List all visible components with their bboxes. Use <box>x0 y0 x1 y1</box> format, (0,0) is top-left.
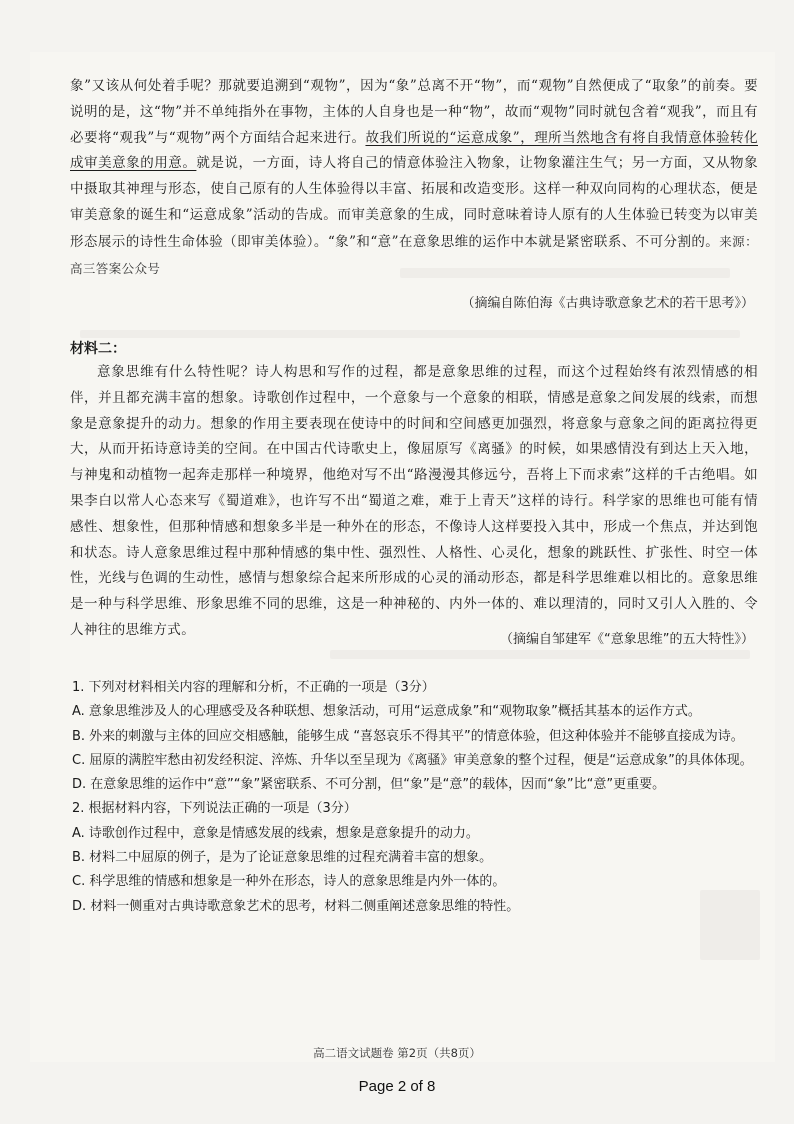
questions-section <box>72 676 760 919</box>
material1-attribution: （摘编自陈伯海《古典诗歌意象艺术的若干思考》） <box>461 296 754 311</box>
underlined-sentence: 故我们所说的“运意成象”，理所当然地含有将自我情意体验转化成审美意象的用意。 <box>70 129 758 172</box>
question-stem: 1. 下列对材料相关内容的理解和分析，不正确的一项是（3分） <box>72 680 435 695</box>
passage-text: 象”又该从何处着手呢？那就要追溯到“观物”，因为“象”总离不开“物”，而“观物”自然便成了“取象”的前奏。要说明的是，这“物”并不单纯指外在事物，主体的人自身也是一种“物”，故而“观物”同时就包含着“观我”，而且有必要将“观我”与“观物”两个方面结合起来进行。 <box>70 78 758 146</box>
question-option: C. 科学思维的情感和想象是一种外在形态，诗人的意象思维是内外一体的。 <box>72 874 506 890</box>
bleed-through-mark <box>80 330 740 338</box>
material2-body: 意象思维有什么特性呢？诗人构思和写作的过程，都是意象思维的过程，而这个过程始终有浓烈情感的相伴，并且都充满丰富的想象。诗歌创作过程中，一个意象与一个意象的相联，情感是意象之间发展的线索，而想象是意象提升的动力。想象的作用主要表现在使诗中的时间和空间感更加强烈，将意象与意象之间的距离拉得更大，从而开拓诗意诗美的空间。在中国古代诗歌史上，像屈原写《离骚》的时候，如果感情没有到达上天入地，与神鬼和动植物一起奔走那样一种境界，他绝对写不出“路漫漫其修远兮，吾将上下而求索”这样的千古绝唱。如果李白以常人心态来写《蜀道难》，也许写不出“蜀道之难，难于上青天”这样的诗行。科学家的思维也可能有情感性、想象性，但那种情感和想象多半是一种外在的形态，不像诗人这样要投入其中，形成一个焦点，并达到饱和状态。诗人意象思维过程中那种情感的集中性、强烈性、人格性、心灵化，想象的跳跃性、扩张性、时空一体性，光线与色调的生动性，感情与想象综合起来所形成的心灵的涌动形态，都是科学思维难以相比的。意象思维是一种与科学思维、形象思维不同的思维，这是一种神秘的、内外一体的、难以理清的，同时又引人入胜的、令人神往的思维方式。 <box>70 364 758 638</box>
question-option: A. 诗歌创作过程中，意象是情感发展的线索，想象是意象提升的动力。 <box>72 825 479 841</box>
question-option: D. 材料一侧重对古典诗歌意象艺术的思考，材料二侧重阐述意象思维的特性。 <box>72 898 520 914</box>
bleed-through-mark <box>330 650 750 659</box>
page-indicator: Page 2 of 8 <box>358 1078 436 1095</box>
passage-text: 就是说，一方面，诗人将自己的情意体验注入物象，让物象灌注生气；另一方面，又从物象中摄取其神理与形态，使自己原有的人生体验得以丰富、拓展和改造变形。这样一种双向同构的心理状态，便是审美意象的诞生和“运意成象”活动的告成。而审美意象的生成，同时意味着诗人原有的人生体验已转变为以审美形态展示的诗性生命体验（即审美体验）。“象”和“意”在意象思维的运作中本就是紧密联系、不可分割的。 <box>70 155 759 250</box>
material2-title: 材料二： <box>70 341 126 357</box>
question-option: B. 材料二中屈原的例子，是为了论证意象思维的过程充满着丰富的想象。 <box>72 850 493 866</box>
passage-continuation <box>70 74 758 282</box>
question-option: C. 屈原的满腔牢愁由初发经积淀、淬炼、升华以至呈现为《离骚》审美意象的整个过程，便是“运意成象”的具体体现。 <box>72 752 753 768</box>
material2-attribution: （摘编自邹建军《“意象思维”的五大特性》） <box>500 632 754 647</box>
source-note: 来源：高三答案公众号 <box>70 233 758 276</box>
question-option: A. 意象思维涉及人的心理感受及各种联想、想象活动，可用“运意成象”和“观物取象”概括其基本的运作方式。 <box>72 704 701 720</box>
exam-footer: 高二语文试题卷 第2页（共8页） <box>313 1046 481 1060</box>
question-option: D. 在意象思维的运作中“意”“象”紧密联系、不可分割，但“象”是“意”的载体，因而“象”比“意”更重要。 <box>72 777 666 793</box>
question-option: B. 外来的刺激与主体的回应交相感触，能够生成 “喜怒哀乐不得其平”的情意体验，但这种体验并不能够直接成为诗。 <box>72 728 744 744</box>
question-stem: 2. 根据材料内容，下列说法正确的一项是（3分） <box>72 801 357 817</box>
